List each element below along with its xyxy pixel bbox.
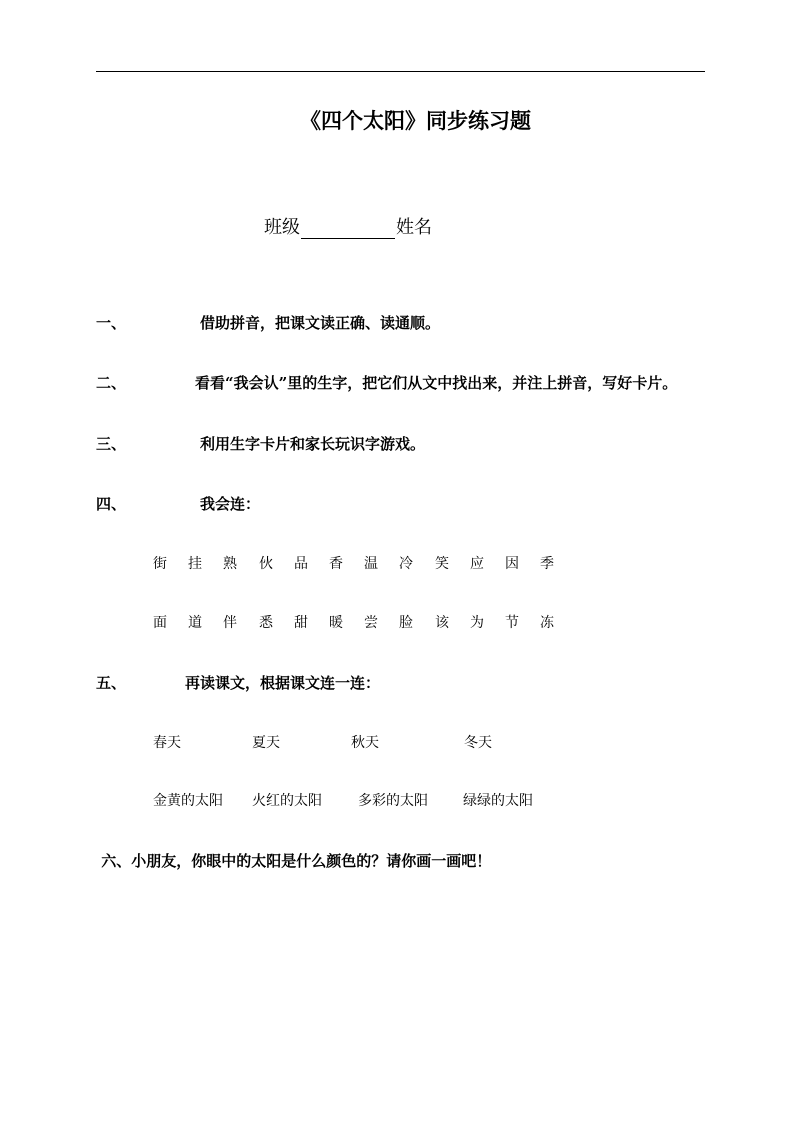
season-item: 冬天	[464, 735, 492, 751]
char-item: 该	[435, 615, 449, 631]
season-item: 春天	[153, 735, 181, 751]
char-item: 香	[329, 556, 343, 572]
question-number: 一、	[96, 314, 127, 332]
class-label: 班级	[264, 217, 300, 238]
sun-item: 火红的太阳	[252, 793, 322, 809]
question-number: 四、	[96, 495, 127, 513]
char-item: 暖	[329, 615, 343, 631]
char-item: 伙	[259, 556, 273, 572]
question-2	[96, 372, 678, 393]
char-item: 悉	[259, 615, 273, 631]
name-label: 姓名	[396, 217, 432, 238]
season-item: 秋天	[351, 735, 379, 751]
student-info-line	[264, 213, 432, 239]
char-item: 温	[364, 556, 378, 572]
char-item: 为	[470, 615, 484, 631]
question-text: 利用生字卡片和家长玩识字游戏。	[200, 435, 426, 453]
char-item: 品	[294, 556, 308, 572]
char-item: 季	[540, 556, 554, 572]
char-item: 面	[153, 615, 167, 631]
char-item: 熟	[223, 556, 237, 572]
char-item: 冷	[399, 556, 413, 572]
char-item: 脸	[399, 615, 413, 631]
season-item: 夏天	[252, 735, 280, 751]
question-text: 六、小朋友，你眼中的太阳是什么颜色的？请你画一画吧！	[101, 852, 492, 870]
char-item: 冻	[540, 615, 554, 631]
char-item: 尝	[364, 615, 378, 631]
question-4	[96, 493, 261, 514]
question-3	[96, 433, 426, 454]
char-item: 笑	[435, 556, 449, 572]
char-item: 挂	[188, 556, 202, 572]
char-item: 街	[153, 556, 167, 572]
question-number: 二、	[96, 374, 127, 392]
sun-item: 金黄的太阳	[153, 793, 223, 809]
char-item: 因	[505, 556, 519, 572]
question-number: 三、	[96, 435, 127, 453]
char-item: 节	[505, 615, 519, 631]
page-title: 《四个太阳》同步练习题	[300, 108, 531, 133]
question-number: 五、	[96, 674, 127, 692]
question-text: 看看“我会认”里的生字，把它们从文中找出来，并注上拼音，写好卡片。	[195, 374, 678, 392]
question-text: 我会连：	[200, 495, 261, 513]
class-blank	[301, 220, 395, 239]
question-5	[96, 672, 381, 693]
sun-item: 绿绿的太阳	[463, 793, 533, 809]
char-item: 道	[188, 615, 202, 631]
char-item: 伴	[223, 615, 237, 631]
sun-item: 多彩的太阳	[358, 793, 428, 809]
question-6	[96, 850, 491, 871]
question-text: 再读课文，根据课文连一连：	[185, 674, 381, 692]
top-rule	[96, 71, 705, 72]
char-item: 甜	[294, 615, 308, 631]
question-text: 借助拼音，把课文读正确、读通顺。	[200, 314, 441, 332]
char-item: 应	[470, 556, 484, 572]
question-1	[96, 312, 441, 333]
